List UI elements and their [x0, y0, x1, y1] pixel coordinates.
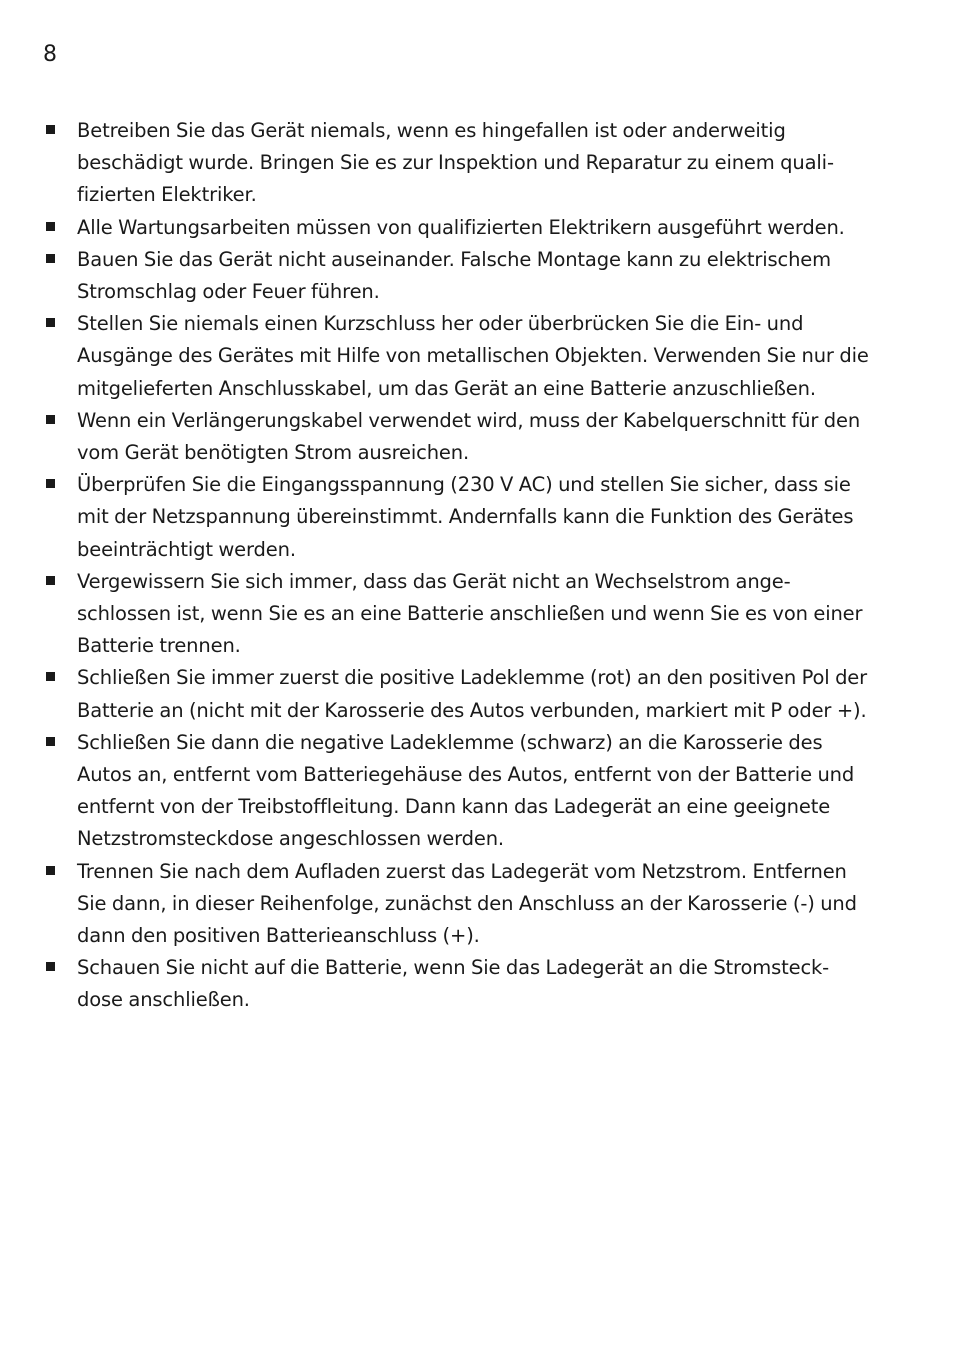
square-bullet-icon	[46, 254, 55, 263]
list-item	[43, 566, 873, 663]
square-bullet-icon	[46, 737, 55, 746]
square-bullet-icon	[46, 415, 55, 424]
list-item	[43, 662, 873, 726]
list-item	[43, 952, 873, 1016]
list-item	[43, 308, 873, 405]
list-item-text: Bauen Sie das Gerät nicht auseinander. Falsche Montage kann zu elektrischem Stromschlag oder Feuer führen.	[77, 247, 831, 304]
list-item	[43, 727, 873, 856]
square-bullet-icon	[46, 866, 55, 875]
list-item-text: Trennen Sie nach dem Aufladen zuerst das Ladegerät vom Netzstrom. Entfernen Sie dann, in dieser Reihenfolge, zunächst den Anschluss an der Karosserie (-) und dann den positiven Batterieanschluss (+).	[77, 859, 857, 948]
list-item-text: Überprüfen Sie die Eingangsspannung (230 V AC) und stellen Sie sicher, dass sie mit der Netzspannung übereinstimmt. Andernfalls kann die Funktion des Gerätes beeinträchtigt werden.	[77, 473, 854, 561]
list-item-text: Schließen Sie immer zuerst die positive Ladeklemme (rot) an den positiven Pol der Batterie an (nicht mit der Karosserie des Autos verbunden, markiert mit P oder +).	[77, 666, 868, 722]
list-item-text: Betreiben Sie das Gerät niemals, wenn es hingefallen ist oder anderweitig beschädigt wurde. Bringen Sie es zur Inspektion und Reparatur zu einem quali-fizierten Elektriker.	[77, 119, 834, 207]
list-item-text: Vergewissern Sie sich immer, dass das Gerät nicht an Wechselstrom ange-schlossen ist, wenn Sie es an eine Batterie anschließen und wenn Sie es von einer Batterie trennen.	[77, 569, 863, 658]
square-bullet-icon	[46, 672, 55, 681]
square-bullet-icon	[46, 222, 55, 231]
square-bullet-icon	[46, 576, 55, 585]
list-item	[43, 212, 873, 244]
square-bullet-icon	[46, 318, 55, 327]
square-bullet-icon	[46, 479, 55, 488]
page-number: 8	[43, 42, 57, 67]
list-item	[43, 244, 873, 308]
safety-instructions-list	[43, 115, 873, 1017]
list-item-text: Alle Wartungsarbeiten müssen von qualifizierten Elektrikern ausgeführt werden.	[77, 215, 845, 239]
list-item-text: Wenn ein Verlängerungskabel verwendet wird, muss der Kabelquerschnitt für den vom Gerät benötigten Strom ausreichen.	[77, 408, 861, 465]
list-item	[43, 115, 873, 212]
list-item-text: Schauen Sie nicht auf die Batterie, wenn Sie das Ladegerät an die Stromsteck-dose anschließen.	[77, 956, 830, 1012]
list-item-text: Stellen Sie niemals einen Kurzschluss her oder überbrücken Sie die Ein- und Ausgänge des Gerätes mit Hilfe von metallischen Objekten. Verwenden Sie nur die mitgelieferten Anschlusskabel, um das Gerät an eine Batterie anzuschließen.	[77, 312, 869, 400]
square-bullet-icon	[46, 962, 55, 971]
list-item-text: Schließen Sie dann die negative Ladeklemme (schwarz) an die Karosserie des Autos an, entfernt vom Batteriegehäuse des Autos, entfernt von der Batterie und entfernt von der Treibstoffleitung. Dann kann das Ladegerät an eine geeignete Netzstromsteckdose angeschlossen werden.	[77, 730, 855, 851]
list-item	[43, 405, 873, 469]
list-item	[43, 856, 873, 953]
square-bullet-icon	[46, 125, 55, 134]
list-item	[43, 469, 873, 566]
